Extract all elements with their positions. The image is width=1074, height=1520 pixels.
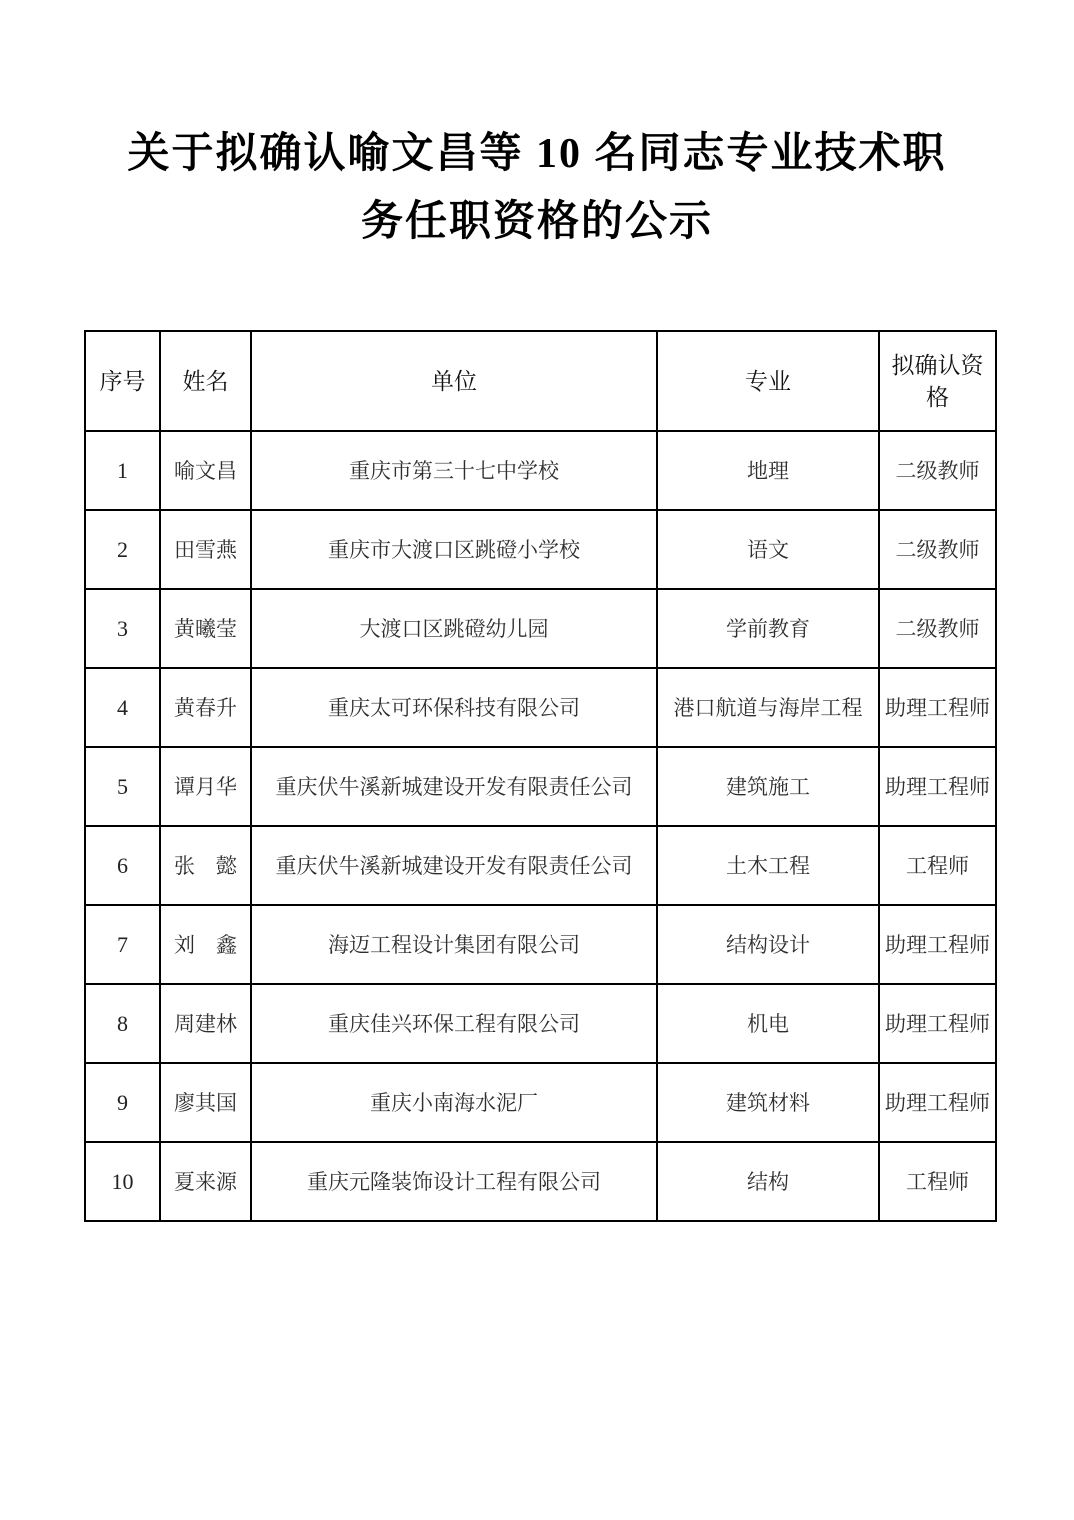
major-cell: 结构设计	[657, 905, 879, 984]
name-cell: 田雪燕	[160, 510, 251, 589]
name-cell: 张 懿	[160, 826, 251, 905]
col-header-major: 专业	[657, 331, 879, 431]
row-number-cell: 7	[85, 905, 160, 984]
row-number-cell: 6	[85, 826, 160, 905]
table-row	[85, 747, 996, 826]
unit-cell: 重庆市大渡口区跳磴小学校	[251, 510, 657, 589]
row-number-cell: 5	[85, 747, 160, 826]
qualification-cell: 助理工程师	[879, 905, 996, 984]
row-number-cell: 3	[85, 589, 160, 668]
qualification-cell: 助理工程师	[879, 984, 996, 1063]
unit-cell: 重庆太可环保科技有限公司	[251, 668, 657, 747]
unit-cell: 重庆伏牛溪新城建设开发有限责任公司	[251, 747, 657, 826]
row-number-cell: 1	[85, 431, 160, 510]
name-cell: 夏来源	[160, 1142, 251, 1221]
row-number-cell: 9	[85, 1063, 160, 1142]
table-row	[85, 668, 996, 747]
unit-cell: 大渡口区跳磴幼儿园	[251, 589, 657, 668]
table-row	[85, 1063, 996, 1142]
name-cell: 廖其国	[160, 1063, 251, 1142]
major-cell: 建筑材料	[657, 1063, 879, 1142]
row-number-cell: 10	[85, 1142, 160, 1221]
unit-cell: 重庆市第三十七中学校	[251, 431, 657, 510]
qualification-table	[84, 330, 997, 1222]
table-row	[85, 510, 996, 589]
name-cell: 黄曦莹	[160, 589, 251, 668]
unit-cell: 重庆小南海水泥厂	[251, 1063, 657, 1142]
page-title-line-2: 务任职资格的公示	[360, 199, 713, 245]
qualification-cell: 助理工程师	[879, 1063, 996, 1142]
name-cell: 刘 鑫	[160, 905, 251, 984]
unit-cell: 重庆佳兴环保工程有限公司	[251, 984, 657, 1063]
col-header-unit: 单位	[251, 331, 657, 431]
qualification-cell: 二级教师	[879, 589, 996, 668]
page-title	[0, 0, 1074, 256]
major-cell: 学前教育	[657, 589, 879, 668]
name-cell: 喻文昌	[160, 431, 251, 510]
row-number-cell: 4	[85, 668, 160, 747]
major-cell: 语文	[657, 510, 879, 589]
qualification-cell: 二级教师	[879, 431, 996, 510]
major-cell: 土木工程	[657, 826, 879, 905]
col-header-index: 序号	[85, 331, 160, 431]
name-cell: 周建林	[160, 984, 251, 1063]
name-cell: 谭月华	[160, 747, 251, 826]
major-cell: 港口航道与海岸工程	[657, 668, 879, 747]
row-number-cell: 2	[85, 510, 160, 589]
qualification-cell: 助理工程师	[879, 668, 996, 747]
major-cell: 地理	[657, 431, 879, 510]
table-row	[85, 905, 996, 984]
col-header-qualification: 拟确认资格	[879, 331, 996, 431]
major-cell: 机电	[657, 984, 879, 1063]
name-cell: 黄春升	[160, 668, 251, 747]
unit-cell: 海迈工程设计集团有限公司	[251, 905, 657, 984]
table-row	[85, 984, 996, 1063]
unit-cell: 重庆元隆装饰设计工程有限公司	[251, 1142, 657, 1221]
table-header-row	[85, 331, 996, 431]
table-row	[85, 431, 996, 510]
qualification-cell: 工程师	[879, 1142, 996, 1221]
unit-cell: 重庆伏牛溪新城建设开发有限责任公司	[251, 826, 657, 905]
row-number-cell: 8	[85, 984, 160, 1063]
col-header-name: 姓名	[160, 331, 251, 431]
page-title-line-1: 关于拟确认喻文昌等 10 名同志专业技术职	[127, 131, 947, 177]
qualification-cell: 二级教师	[879, 510, 996, 589]
qualification-cell: 工程师	[879, 826, 996, 905]
qualification-cell: 助理工程师	[879, 747, 996, 826]
table-row	[85, 826, 996, 905]
major-cell: 结构	[657, 1142, 879, 1221]
table-row	[85, 589, 996, 668]
major-cell: 建筑施工	[657, 747, 879, 826]
table-row	[85, 1142, 996, 1221]
